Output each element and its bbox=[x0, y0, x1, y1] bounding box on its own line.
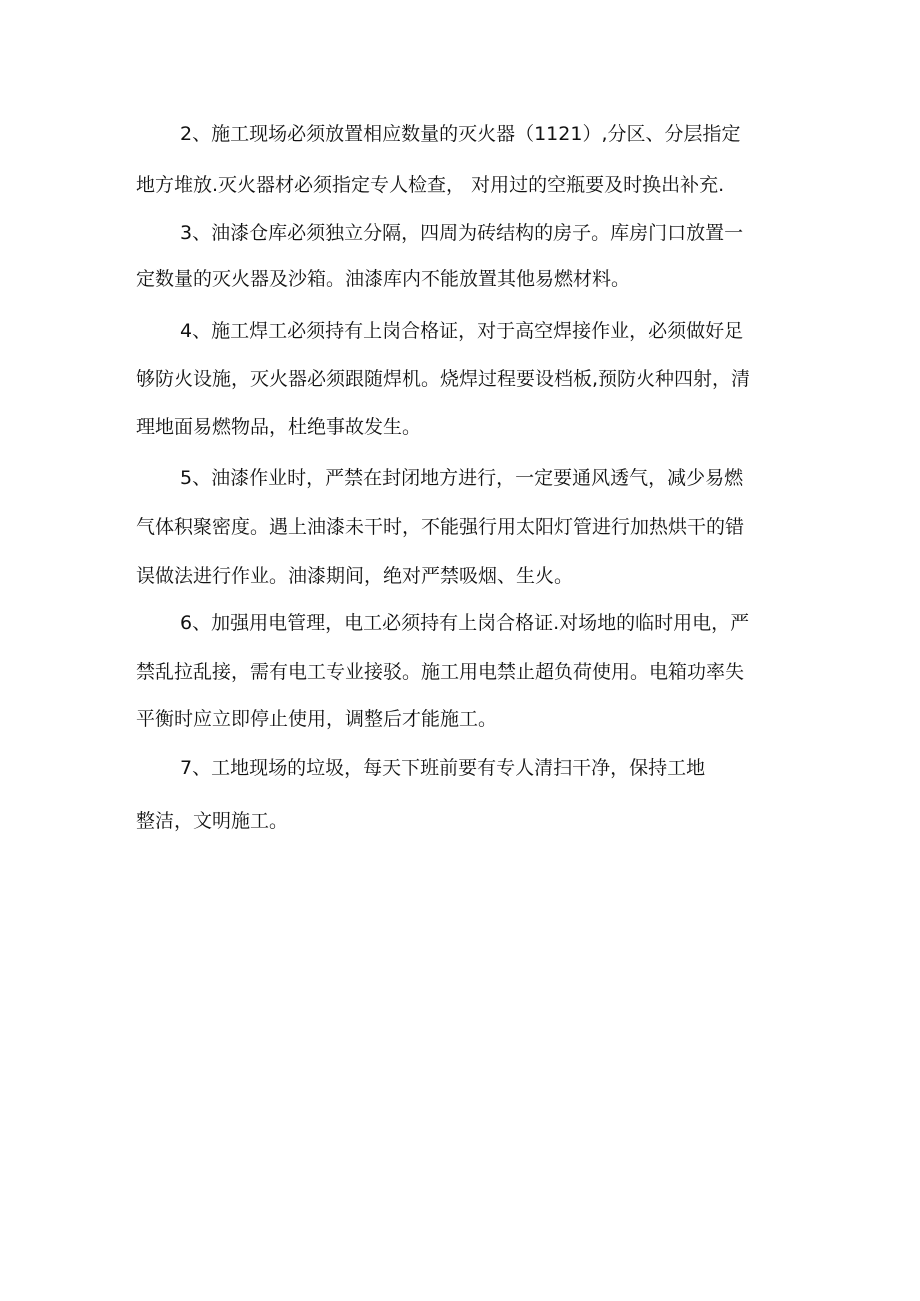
paragraph-4-line-3: 理地面易燃物品，杜绝事故发生。 bbox=[136, 416, 422, 438]
paragraph-3-line-1: 3、油漆仓库必须独立分隔，四周为砖结构的房子。库房门口放置一 bbox=[180, 222, 744, 244]
paragraph-5-line-3: 误做法进行作业。油漆期间，绝对严禁吸烟、生火。 bbox=[136, 565, 574, 587]
paragraph-7-line-1: 7、工地现场的垃圾，每天下班前要有专人清扫干净，保持工地 bbox=[180, 757, 706, 779]
paragraph-6-line-1: 6、加强用电管理，电工必须持有上岗合格证.对场地的临时用电，严 bbox=[180, 612, 750, 634]
paragraph-7-line-2: 整洁，文明施工。 bbox=[136, 810, 289, 832]
paragraph-4-line-2: 够防火设施，灭火器必须跟随焊机。烧焊过程要设档板,预防火种四射，清 bbox=[136, 368, 751, 390]
paragraph-6-line-3: 平衡时应立即停止使用，调整后才能施工。 bbox=[136, 708, 498, 730]
paragraph-5-line-2: 气体积聚密度。遇上油漆未干时，不能强行用太阳灯管进行加热烘干的错 bbox=[136, 516, 745, 538]
paragraph-3-line-2: 定数量的灭火器及沙箱。油漆库内不能放置其他易燃材料。 bbox=[136, 268, 631, 290]
paragraph-2-line-1: 2、施工现场必须放置相应数量的灭火器（1121）,分区、分层指定 bbox=[180, 123, 741, 145]
paragraph-4-line-1: 4、施工焊工必须持有上岗合格证，对于高空焊接作业，必须做好足 bbox=[180, 320, 744, 342]
paragraph-2-line-2: 地方堆放.灭火器材必须指定专人检查， 对用过的空瓶要及时换出补充. bbox=[136, 174, 725, 196]
paragraph-5-line-1: 5、油漆作业时，严禁在封闭地方进行，一定要通风透气，减少易燃 bbox=[180, 467, 744, 489]
paragraph-6-line-2: 禁乱拉乱接，需有电工专业接驳。施工用电禁止超负荷使用。电箱功率失 bbox=[136, 661, 745, 683]
